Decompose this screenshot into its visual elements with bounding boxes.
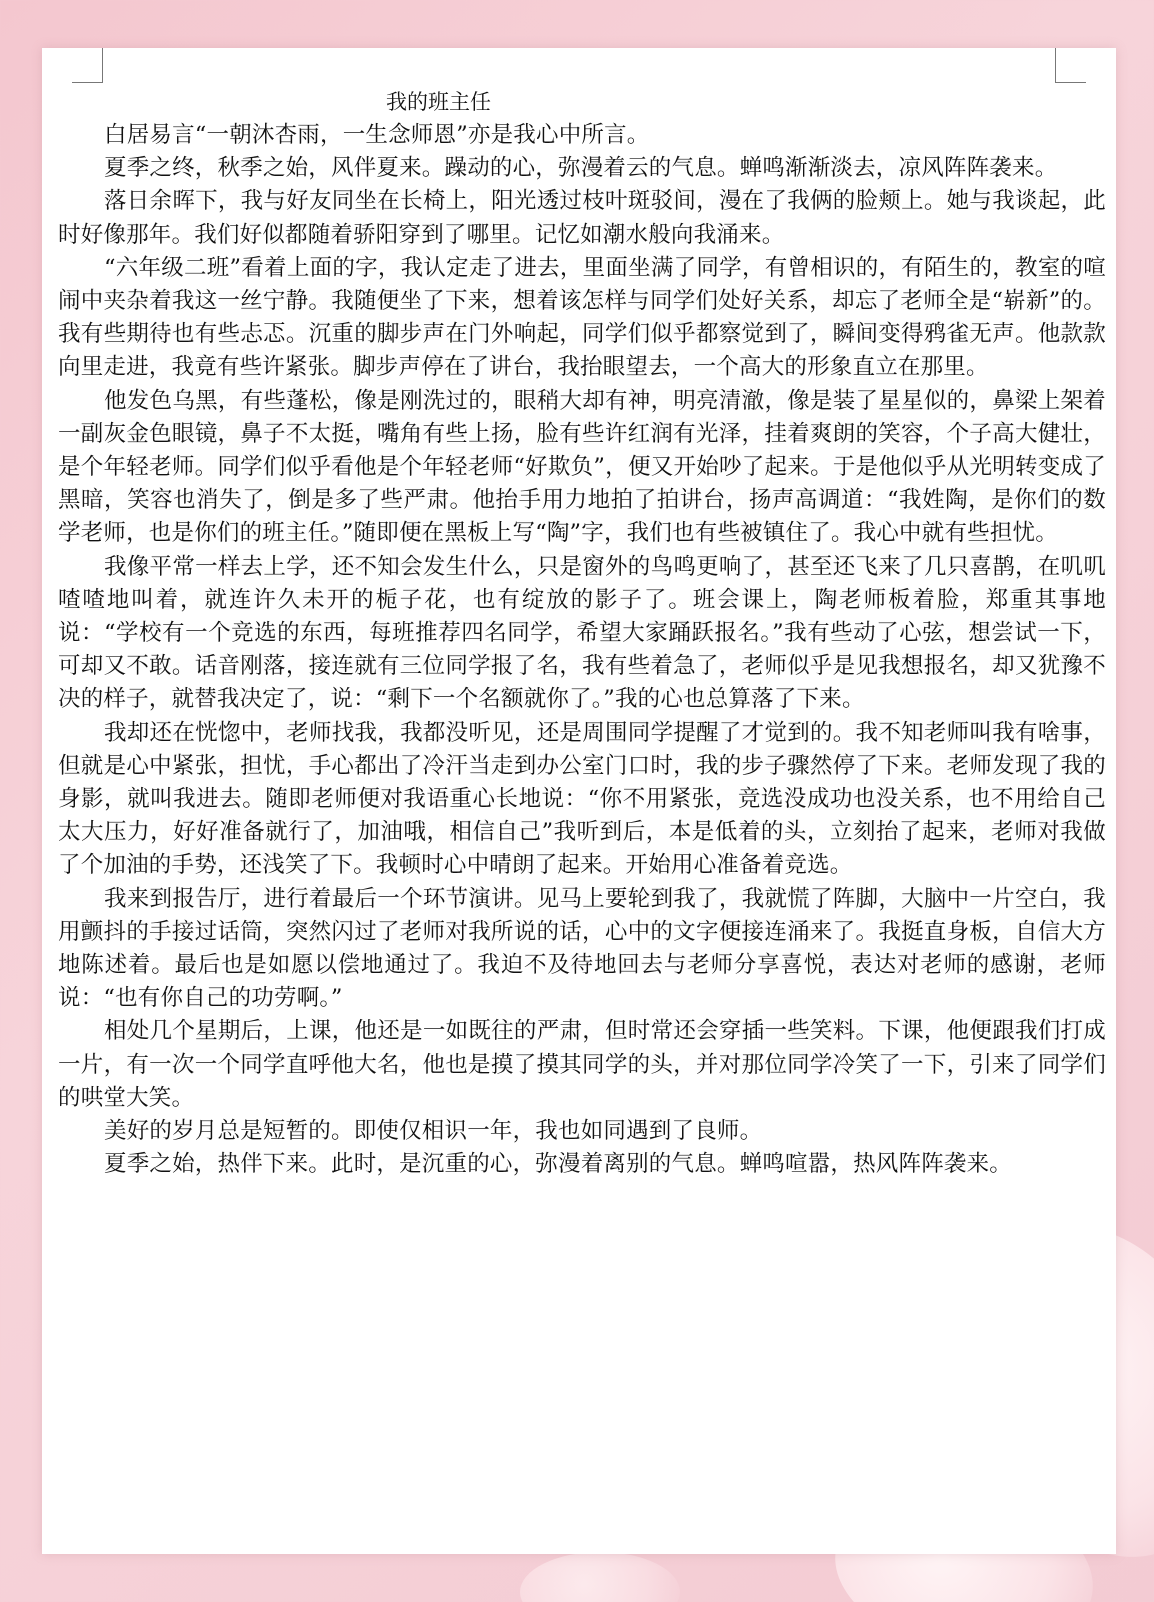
margin-corner-mark-top-left — [72, 48, 103, 83]
document-page — [42, 48, 1116, 1554]
paragraph: 相处几个星期后，上课，他还是一如既往的严肃，但时常还会穿插一些笑料。下课，他便跟我们打成一片，有一次一个同学直呼他大名，他也是摸了摸其同学的头，并对那位同学冷笑了一下，引来了同学们的哄堂大笑。 — [58, 1018, 1106, 1111]
paragraph: 我却还在恍惚中，老师找我，我都没听见，还是周围同学提醒了才觉到的。我不知老师叫我有啥事，但就是心中紧张，担忧，手心都出了冷汗当走到办公室门口时，我的步子骤然停了下来。老师发现了我的身影，就叫我进去。随即老师便对我语重心长地说：“你不用紧张，竞选没成功也没关系，也不用给自己太大压力，好好准备就行了，加油哦，相信自己”我听到后，本是低着的头，立刻抬了起来，老师对我做了个加油的手势，还浅笑了下。我顿时心中晴朗了起来。开始用心准备着竞选。 — [58, 719, 1106, 879]
paragraph: 美好的岁月总是短暂的。即使仅相识一年，我也如同遇到了良师。 — [104, 1118, 763, 1145]
flower-petal-decoration — [520, 1552, 680, 1602]
paragraph: 落日余晖下，我与好友同坐在长椅上，阳光透过枝叶斑驳间，漫在了我俩的脸颊上。她与我谈起，此时好像那年。我们好似都随着骄阳穿到了哪里。记忆如潮水般向我涌来。 — [58, 188, 1106, 248]
paragraph: 他发色乌黑，有些蓬松，像是刚洗过的，眼稍大却有神，明亮清澈，像是装了星星似的，鼻梁上架着一副灰金色眼镜，鼻子不太挺，嘴角有些上扬，脸有些许红润有光泽，挂着爽朗的笑容，个子高大健壮，是个年轻老师。同学们似乎看他是个年轻老师“好欺负”，便又开始吵了起来。于是他似乎从光明转变成了黑暗，笑容也消失了，倒是多了些严肃。他抬手用力地拍了拍讲台，扬声高调道：“我姓陶，是你们的数学老师，也是你们的班主任。”随即便在黑板上写“陶”字，我们也有些被镇住了。我心中就有些担忧。 — [58, 387, 1106, 547]
document-body — [58, 88, 1106, 1182]
document-title: 我的班主任 — [386, 90, 491, 114]
margin-corner-mark-top-right — [1055, 48, 1086, 83]
paragraph: 夏季之始，热伴下来。此时，是沉重的心，弥漫着离别的气息。蝉鸣喧嚣，热风阵阵袭来。 — [104, 1151, 1013, 1178]
paragraph: “六年级二班”看着上面的字，我认定走了进去，里面坐满了同学，有曾相识的，有陌生的，教室的喧闹中夹杂着我这一丝宁静。我随便坐了下来，想着该怎样与同学们处好关系，却忘了老师全是“崭新”的。我有些期待也有些忐忑。沉重的脚步声在门外响起，同学们似乎都察觉到了，瞬间变得鸦雀无声。他款款向里走进，我竟有些许紧张。脚步声停在了讲台，我抬眼望去，一个高大的形象直立在那里。 — [58, 254, 1106, 381]
paragraph: 白居易言“一朝沐杏雨，一生念师恩”亦是我心中所言。 — [104, 122, 650, 148]
paragraph: 夏季之终，秋季之始，风伴夏来。躁动的心，弥漫着云的气息。蝉鸣渐渐淡去，凉风阵阵袭来。 — [104, 155, 1058, 182]
paragraph: 我像平常一样去上学，还不知会发生什么，只是窗外的鸟鸣更响了，甚至还飞来了几只喜鹊，在叽叽喳喳地叫着，就连许久未开的栀子花，也有绽放的影子了。班会课上，陶老师板着脸，郑重其事地说：“学校有一个竞选的东西，每班推荐四名同学，希望大家踊跃报名。”我有些动了心弦，想尝试一下，可却又不敢。话音刚落，接连就有三位同学报了名，我有些着急了，老师似乎是见我想报名，却又犹豫不决的样子，就替我决定了，说：“剩下一个名额就你了。”我的心也总算落了下来。 — [58, 553, 1106, 713]
paragraph: 我来到报告厅，进行着最后一个环节演讲。见马上要轮到我了，我就慌了阵脚，大脑中一片空白，我用颤抖的手接过话筒，突然闪过了老师对我所说的话，心中的文字便接连涌来了。我挺直身板，自信大方地陈述着。最后也是如愿以偿地通过了。我迫不及待地回去与老师分享喜悦，表达对老师的感谢，老师说：“也有你自己的功劳啊。” — [58, 885, 1106, 1012]
